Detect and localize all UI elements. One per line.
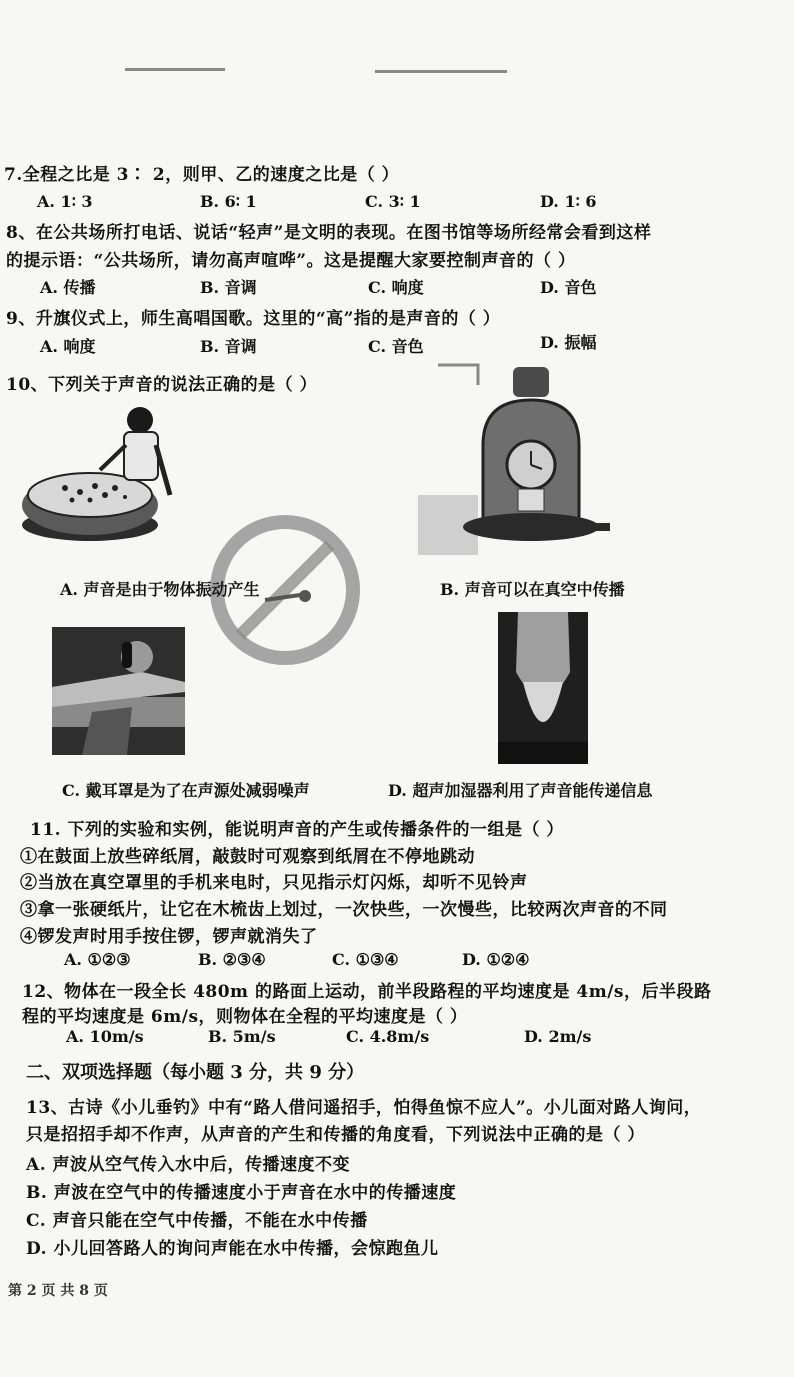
q9-option-d: D. 振幅 xyxy=(540,333,597,352)
q12-option-b: B. 5m/s xyxy=(208,1027,276,1046)
q7-option-d: D. 1∶ 6 xyxy=(540,192,597,211)
q8-option-a: A. 传播 xyxy=(40,278,96,297)
q8-option-d: D. 音色 xyxy=(540,278,597,297)
humidifier-image xyxy=(498,612,588,764)
q11-item-1: ①在鼓面上放些碎纸屑，敲鼓时可观察到纸屑在不停地跳动 xyxy=(20,847,475,867)
q11-option-d: D. ①②④ xyxy=(462,950,530,969)
q10-caption-b: B. 声音可以在真空中传播 xyxy=(440,580,625,599)
q11-option-a: A. ①②③ xyxy=(64,950,131,969)
header-rule-left xyxy=(125,68,225,71)
q13-option-d: D. 小儿回答路人的询问声能在水中传播，会惊跑鱼儿 xyxy=(26,1239,439,1259)
q11-option-c: C. ①③④ xyxy=(332,950,399,969)
q8-option-b: B. 音调 xyxy=(200,278,257,297)
q13-stem-line1: 13、古诗《小儿垂钓》中有“路人借问遥招手，怕得鱼惊不应人”。小儿面对路人询问， xyxy=(26,1098,702,1118)
q8-stem-line1: 8、在公共场所打电话、说话“轻声”是文明的表现。在图书馆等场所经常会看到这样 xyxy=(6,223,652,243)
q8-option-c: C. 响度 xyxy=(368,278,424,297)
q8-stem-line2: 的提示语：“公共场所，请勿高声喧哗”。这是提醒大家要控制声音的（ ） xyxy=(6,251,576,271)
earmuff-worker-image xyxy=(52,627,185,755)
q9-option-b: B. 音调 xyxy=(200,337,257,356)
q11-item-2: ②当放在真空罩里的手机来电时，只见指示灯闪烁，却听不见铃声 xyxy=(20,873,528,893)
page-number: 第 2 页 共 8 页 xyxy=(8,1283,108,1299)
q11-item-4: ④锣发声时用手按住锣，锣声就消失了 xyxy=(20,927,318,947)
q12-option-c: C. 4.8m/s xyxy=(346,1027,430,1046)
q9-option-a: A. 响度 xyxy=(40,337,96,356)
q13-option-c: C. 声音只能在空气中传播，不能在水中传播 xyxy=(26,1211,368,1231)
q7-option-c: C. 3∶ 1 xyxy=(365,192,421,211)
q9-stem: 9、升旗仪式上，师生高唱国歌。这里的“高”指的是声音的（ ） xyxy=(6,309,501,329)
q7-option-b: B. 6∶ 1 xyxy=(200,192,257,211)
drum-experiment-image xyxy=(20,400,180,550)
q13-stem-line2: 只是招招手却不作声，从声音的产生和传播的角度看，下列说法中正确的是（ ） xyxy=(26,1125,645,1145)
q10-stem: 10、下列关于声音的说法正确的是（ ） xyxy=(6,375,318,395)
q12-stem-line2: 程的平均速度是 6m/s，则物体在全程的平均速度是（ ） xyxy=(22,1007,468,1027)
q12-option-a: A. 10m/s xyxy=(66,1027,144,1046)
q10-caption-d: D. 超声加湿器利用了声音能传递信息 xyxy=(388,781,653,800)
q13-option-b: B. 声波在空气中的传播速度小于声音在水中的传播速度 xyxy=(26,1183,457,1203)
bell-jar-image xyxy=(418,355,618,555)
q13-option-a: A. 声波从空气传入水中后，传播速度不变 xyxy=(26,1155,351,1175)
q12-stem-line1: 12、物体在一段全长 480m 的路面上运动，前半段路程的平均速度是 4m/s，后半段路 xyxy=(22,982,712,1002)
q11-option-b: B. ②③④ xyxy=(198,950,266,969)
section-2-title: 二、双项选择题（每小题 3 分，共 9 分） xyxy=(26,1062,365,1083)
header-rule-right xyxy=(375,70,507,73)
q9-option-c: C. 音色 xyxy=(368,337,424,356)
q7-option-a: A. 1∶ 3 xyxy=(37,192,93,211)
q11-stem: 11. 下列的实验和实例，能说明声音的产生或传播条件的一组是（ ） xyxy=(30,820,564,840)
q11-item-3: ③拿一张硬纸片，让它在木梳齿上划过，一次快些，一次慢些，比较两次声音的不同 xyxy=(20,900,668,920)
q7-stem: 7.全程之比是 3∶ 2，则甲、乙的速度之比是（ ） xyxy=(4,165,400,185)
q10-caption-c: C. 戴耳罩是为了在声源处减弱噪声 xyxy=(62,781,310,800)
q10-caption-a: A. 声音是由于物体振动产生 xyxy=(60,580,260,599)
q12-option-d: D. 2m/s xyxy=(524,1027,592,1046)
